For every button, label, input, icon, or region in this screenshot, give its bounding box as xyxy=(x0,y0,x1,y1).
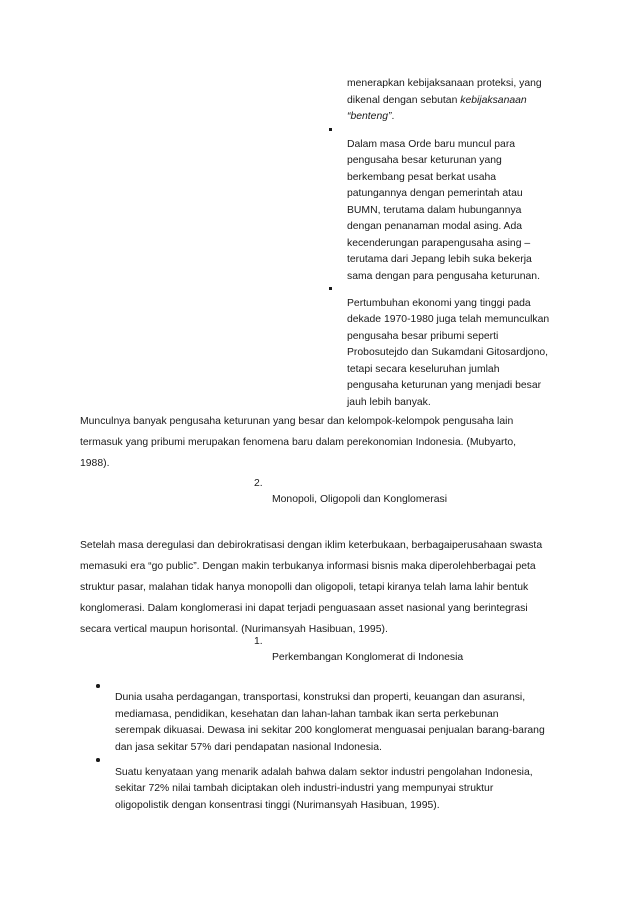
bullet-icon xyxy=(329,287,332,290)
heading-title: Monopoli, Oligopoli dan Konglomerasi xyxy=(272,494,448,505)
paragraph-line: Setelah masa deregulasi dan debirokratisasi dengan iklim keterbukaan, berbagaiperusahaan swasta xyxy=(80,540,543,551)
list-item-line: mediamasa, pendidikan, kesehatan dan lahan-lahan tambak ikan serta perkebunan xyxy=(115,709,499,720)
list-item-line: Suatu kenyataan yang menarik adalah bahwa dalam sektor industri pengolahan Indonesia, xyxy=(115,767,533,778)
paragraph-line: struktur pasar, malahan tidak hanya monopolli dan oligopoli, tetapi kiranya telah lama lahir bentuk xyxy=(80,582,529,593)
col-item2-line: pengusaha besar pribumi seperti xyxy=(347,331,499,342)
paragraph-line: 1988). xyxy=(80,458,110,469)
paragraph-line: konglomerasi. Dalam konglomerasi ini dapat terjadi penguasaan asset nasional yang berintegrasi xyxy=(80,603,528,614)
col-item2-line: Probosutejdo dan Sukamdani Gitosardjono, xyxy=(347,347,549,358)
col-item0-line-1: menerapkan kebijaksanaan proteksi, yang xyxy=(347,78,542,89)
col-item2-line: dekade 1970-1980 juga telah memunculkan xyxy=(347,314,550,325)
bullet-icon xyxy=(329,128,332,131)
list-item-line: sekitar 72% nilai tambah diciptakan oleh industri-industri yang mempunyai struktur xyxy=(115,783,494,794)
col-item0-line-3 xyxy=(347,111,394,122)
col-item1-line: dengan penanaman modal asing. Ada xyxy=(347,221,523,232)
list-item-line: serempak dikuasai. Dewasa ini sekitar 200 konglomerat menguasai penjualan barang-barang xyxy=(115,725,545,736)
col-item2-line: Pertumbuhan ekonomi yang tinggi pada xyxy=(347,298,531,309)
col-item1-line: terutama dari Jepang lebih suka bekerja xyxy=(347,254,532,265)
paragraph-line: memasuki era “go public”. Dengan makin terbukanya informasi bisnis maka diperolehberbagai peta xyxy=(80,561,536,572)
col-item0-line-2 xyxy=(347,95,527,106)
col-item0-line-2-text: dikenal dengan sebutan xyxy=(347,95,461,106)
col-item2-line: pengusaha keturunan yang menjadi besar xyxy=(347,380,542,391)
heading-number: 1. xyxy=(254,636,263,647)
col-item1-line: Dalam masa Orde baru muncul para xyxy=(347,139,516,150)
col-item1-line: pengusaha besar keturunan yang xyxy=(347,155,502,166)
paragraph-line: Munculnya banyak pengusaha keturunan yang besar dan kelompok-kelompok pengusaha lain xyxy=(80,416,514,427)
col-item1-line: berkembang pesat berkat usaha xyxy=(347,172,497,183)
col-item2-line: tetapi secara keseluruhan jumlah xyxy=(347,364,500,375)
heading-title: Perkembangan Konglomerat di Indonesia xyxy=(272,652,464,663)
col-item0-italic-2: “benteng” xyxy=(347,111,392,122)
col-item1-line: patungannya dengan pemerintah atau xyxy=(347,188,523,199)
col-item1-line: BUMN, terutama dalam hubungannya xyxy=(347,205,522,216)
col-item0-italic-1: kebijaksanaan xyxy=(460,95,527,106)
bullet-icon xyxy=(96,684,100,688)
paragraph-line: secara vertical maupun horisontal. (Nurimansyah Hasibuan, 1995). xyxy=(80,624,388,635)
paragraph-line: termasuk yang pribumi merupakan fenomena baru dalam perekonomian Indonesia. (Mubyarto, xyxy=(80,437,517,448)
col-item1-line: kecenderungan parapengusaha asing – xyxy=(347,238,531,249)
bullet-icon xyxy=(96,758,100,762)
col-item0-tail: . xyxy=(391,111,395,122)
heading-number: 2. xyxy=(254,478,263,489)
list-item-line: Dunia usaha perdagangan, transportasi, konstruksi dan properti, keuangan dan asuransi, xyxy=(115,692,526,703)
col-item2-line: jauh lebih banyak. xyxy=(347,397,431,408)
list-item-line: oligopolistik dengan konsentrasi tinggi (Nurimansyah Hasibuan, 1995). xyxy=(115,800,440,811)
list-item-line: dan jasa sekitar 57% dari pendapatan nasional Indonesia. xyxy=(115,742,382,753)
col-item1-line: sama dengan para pengusaha keturunan. xyxy=(347,271,540,282)
